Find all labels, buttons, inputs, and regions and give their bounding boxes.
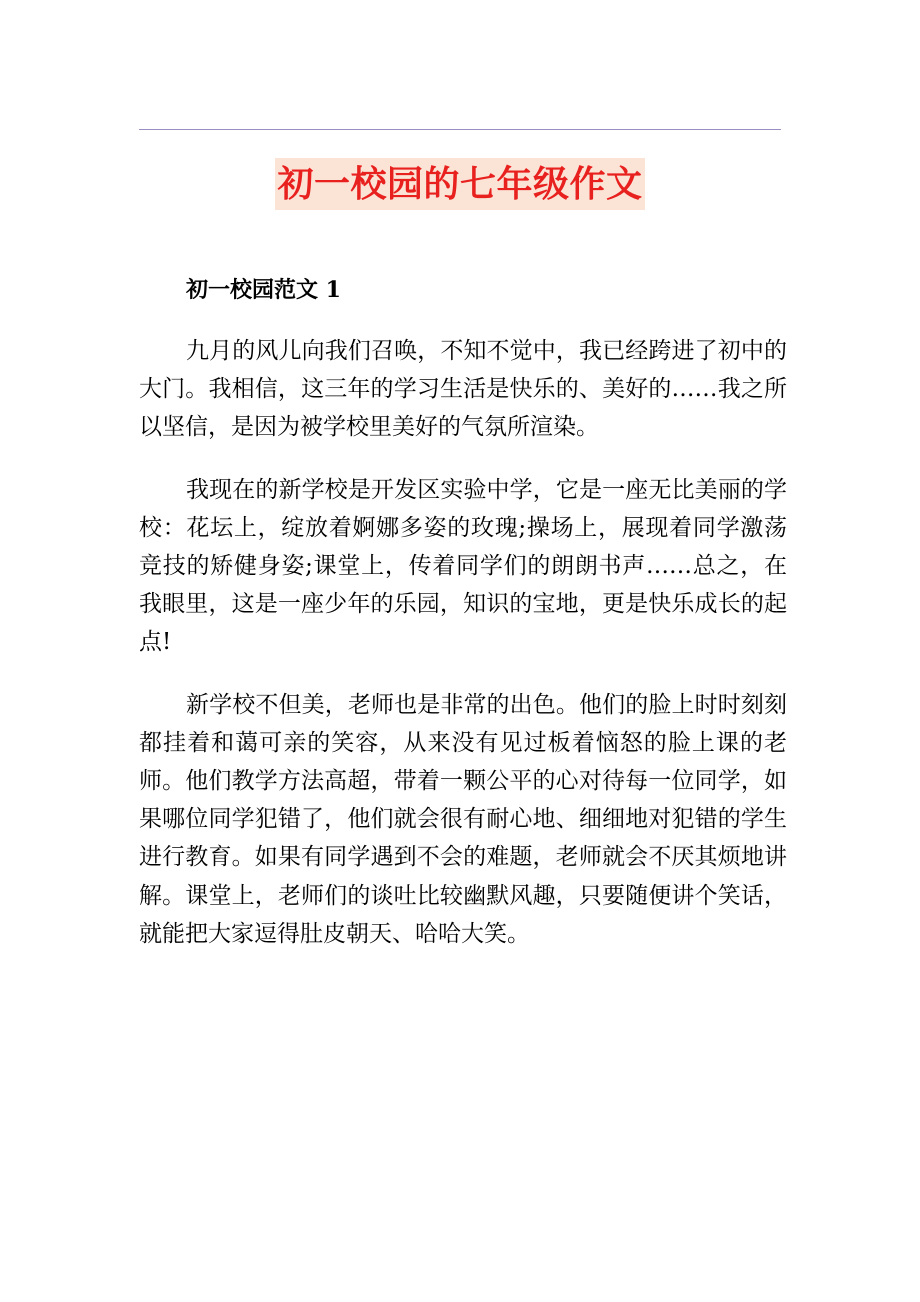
- paragraph-1: 九月的风儿向我们召唤，不知不觉中，我已经跨进了初中的大门。我相信，这三年的学习生活是快乐的、美好的……我之所以坚信，是因为被学校里美好的气氛所渲染。: [139, 338, 787, 441]
- paragraph-2: 我现在的新学校是开发区实验中学，它是一座无比美丽的学校：花坛上，绽放着婀娜多姿的玫瑰;操场上，展现着同学激荡竞技的矫健身姿;课堂上，传着同学们的朗朗书声……总之，在我眼里，这是一座少年的乐园，知识的宝地，更是快乐成长的起点!: [139, 476, 787, 656]
- header-divider: [139, 129, 781, 130]
- document-body: [139, 268, 787, 977]
- section-heading: 初一校园范文 1: [186, 277, 341, 303]
- document-title: 初一校园的七年级作文: [275, 158, 644, 210]
- title-container: [0, 158, 920, 210]
- paragraph-3: 新学校不但美，老师也是非常的出色。他们的脸上时时刻刻都挂着和蔼可亲的笑容，从来没有见过板着恼怒的脸上课的老师。他们教学方法高超，带着一颗公平的心对待每一位同学，如果哪位同学犯错了，他们就会很有耐心地、细细地对犯错的学生进行教育。如果有同学遇到不会的难题，老师就会不厌其烦地讲解。课堂上，老师们的谈吐比较幽默风趣，只要随便讲个笑话，就能把大家逗得肚皮朝天、哈哈大笑。: [139, 691, 787, 947]
